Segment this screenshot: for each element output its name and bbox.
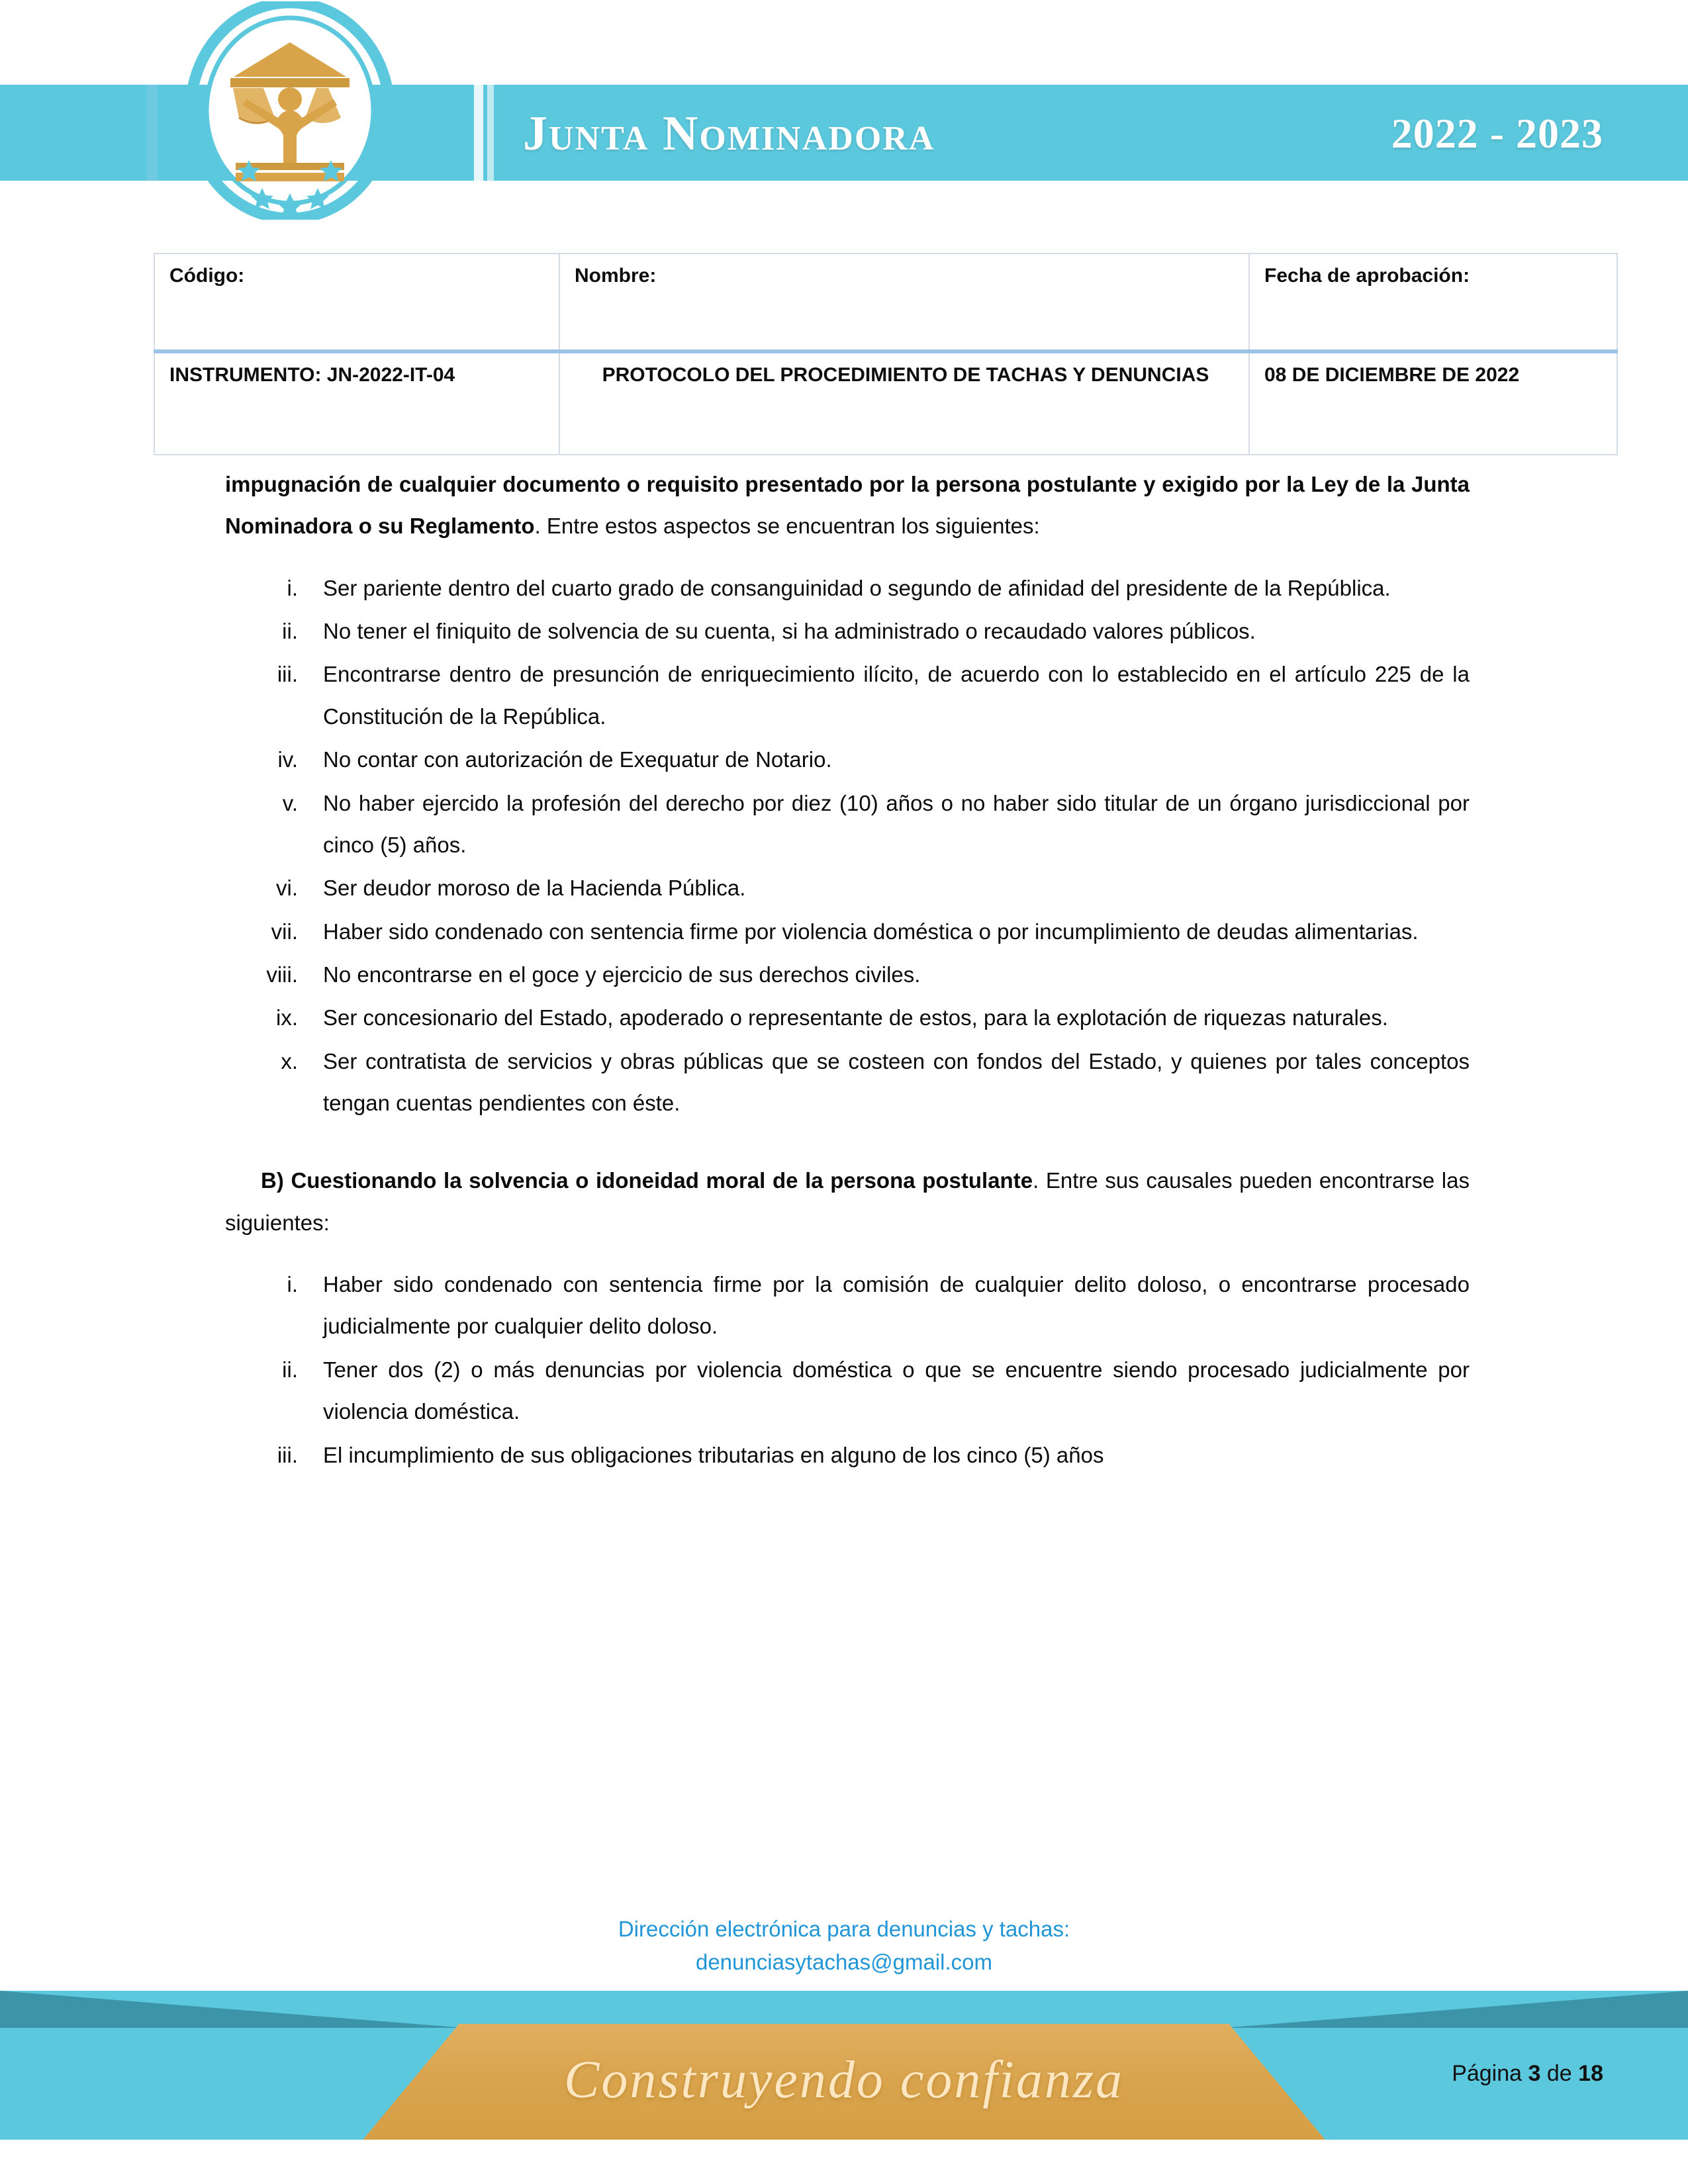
list-item xyxy=(225,653,1470,737)
footer-email-label: Dirección electrónica para denuncias y tachas: xyxy=(618,1917,1070,1941)
scales-of-justice-seal-icon xyxy=(164,1,416,220)
page-number-total: 18 xyxy=(1578,2061,1603,2086)
list-item xyxy=(225,1263,1470,1347)
list-b xyxy=(225,1263,1470,1476)
table-header-row xyxy=(154,253,1617,351)
footer-email-address[interactable]: denunciasytachas@gmail.com xyxy=(695,1950,993,1975)
list-item xyxy=(225,1434,1470,1476)
list-text: No haber ejercido la profesión del derecho por diez (10) años o no haber sido titular de un órgano jurisdiccional por cinco (5) años. xyxy=(323,790,1470,857)
list-item xyxy=(225,567,1470,609)
page-number-middle: de xyxy=(1546,2061,1572,2086)
list-text: Ser contratista de servicios y obras públicas que se costeen con fondos del Estado, y quienes por tales conceptos tengan cuentas pendientes con éste. xyxy=(323,1048,1470,1116)
table-cell-fecha: 08 DE DICIEMBRE DE 2022 xyxy=(1249,351,1617,455)
page-header xyxy=(0,0,1688,192)
header-years: 2022 - 2023 xyxy=(1391,110,1603,157)
intro-paragraph-bold: impugnación de cualquier documento o requisito presentado por la persona postulante y exigido por la Ley de la Junta Nominadora o su Reglamento xyxy=(225,472,1470,539)
table-body-row xyxy=(154,351,1617,455)
page-number-current: 3 xyxy=(1528,2061,1541,2086)
list-item xyxy=(225,954,1470,995)
list-marker: v. xyxy=(282,790,298,815)
list-marker: vii. xyxy=(271,919,298,944)
section-b-paragraph xyxy=(225,1160,1470,1244)
section-b-rest: . Entre sus causales pueden encontrarse las siguientes: xyxy=(225,1168,1470,1235)
intro-paragraph-rest: . Entre estos aspectos se encuentran los siguientes: xyxy=(534,514,1040,539)
list-item xyxy=(225,782,1470,866)
list-item xyxy=(225,610,1470,652)
list-text: Ser concesionario del Estado, apoderado o representante de estos, para la explotación de riquezas naturales. xyxy=(323,1005,1388,1030)
list-item xyxy=(225,1040,1470,1124)
list-marker: viii. xyxy=(266,962,298,987)
page-number-prefix: Página xyxy=(1452,2061,1523,2086)
section-b-bold: B) Cuestionando la solvencia o idoneidad moral de la persona postulante xyxy=(261,1168,1033,1193)
table-cell-nombre: PROTOCOLO DEL PROCEDIMIENTO DE TACHAS Y DENUNCIAS xyxy=(559,351,1249,455)
header-divider-bar-1 xyxy=(147,85,158,181)
table-header-codigo: Código: xyxy=(154,253,559,351)
page-footer xyxy=(0,1906,1688,2184)
list-a xyxy=(225,567,1470,1124)
list-marker: i. xyxy=(287,575,298,600)
list-text: Ser pariente dentro del cuarto grado de consanguinidad o segundo de afinidad del presidente de la República. xyxy=(323,575,1391,600)
list-marker: x. xyxy=(281,1048,298,1073)
list-text: No encontrarse en el goce y ejercicio de sus derechos civiles. xyxy=(323,962,921,987)
list-item xyxy=(225,867,1470,909)
list-marker: ix. xyxy=(276,1005,298,1030)
header-divider-bar-2 xyxy=(474,85,483,181)
table-header-nombre: Nombre: xyxy=(559,253,1249,351)
list-item xyxy=(225,739,1470,780)
table-cell-codigo: INSTRUMENTO: JN-2022-IT-04 xyxy=(154,351,559,455)
table-header-fecha: Fecha de aprobación: xyxy=(1249,253,1617,351)
list-marker: i. xyxy=(287,1272,298,1297)
list-item xyxy=(225,911,1470,952)
list-marker: iii. xyxy=(277,1442,298,1467)
list-text: Haber sido condenado con sentencia firme por la comisión de cualquier delito doloso, o encontrarse procesado judicialmente por cualquier delito doloso. xyxy=(323,1272,1470,1339)
header-divider-bar-3 xyxy=(487,85,494,181)
list-marker: vi. xyxy=(276,876,298,901)
document-body xyxy=(225,463,1470,1477)
intro-paragraph xyxy=(225,463,1470,547)
footer-contact xyxy=(0,1913,1688,1979)
list-text: No contar con autorización de Exequatur de Notario. xyxy=(323,747,832,772)
list-item xyxy=(225,997,1470,1038)
list-marker: ii. xyxy=(282,1357,298,1382)
list-marker: ii. xyxy=(282,619,298,644)
list-text: No tener el finiquito de solvencia de su cuenta, si ha administrado o recaudado valores públicos. xyxy=(323,619,1256,644)
page-number xyxy=(1452,2061,1603,2087)
list-marker: iii. xyxy=(277,662,298,687)
document-info-table xyxy=(154,253,1618,455)
list-text: Encontrarse dentro de presunción de enriquecimiento ilícito, de acuerdo con lo establecido en el artículo 225 de la Constitución de la República. xyxy=(323,662,1470,729)
list-item xyxy=(225,1349,1470,1433)
list-text: El incumplimiento de sus obligaciones tributarias en alguno de los cinco (5) años xyxy=(323,1442,1104,1467)
page-title: Junta Nominadora xyxy=(523,107,935,161)
list-text: Ser deudor moroso de la Hacienda Pública. xyxy=(323,876,746,901)
list-text: Tener dos (2) o más denuncias por violencia doméstica o que se encuentre siendo procesado judicialmente por violencia doméstica. xyxy=(323,1357,1470,1424)
list-marker: iv. xyxy=(277,747,298,772)
list-text: Haber sido condenado con sentencia firme por violencia doméstica o por incumplimiento de deudas alimentarias. xyxy=(323,919,1419,944)
footer-slogan: Construyendo confianza xyxy=(564,2051,1124,2109)
